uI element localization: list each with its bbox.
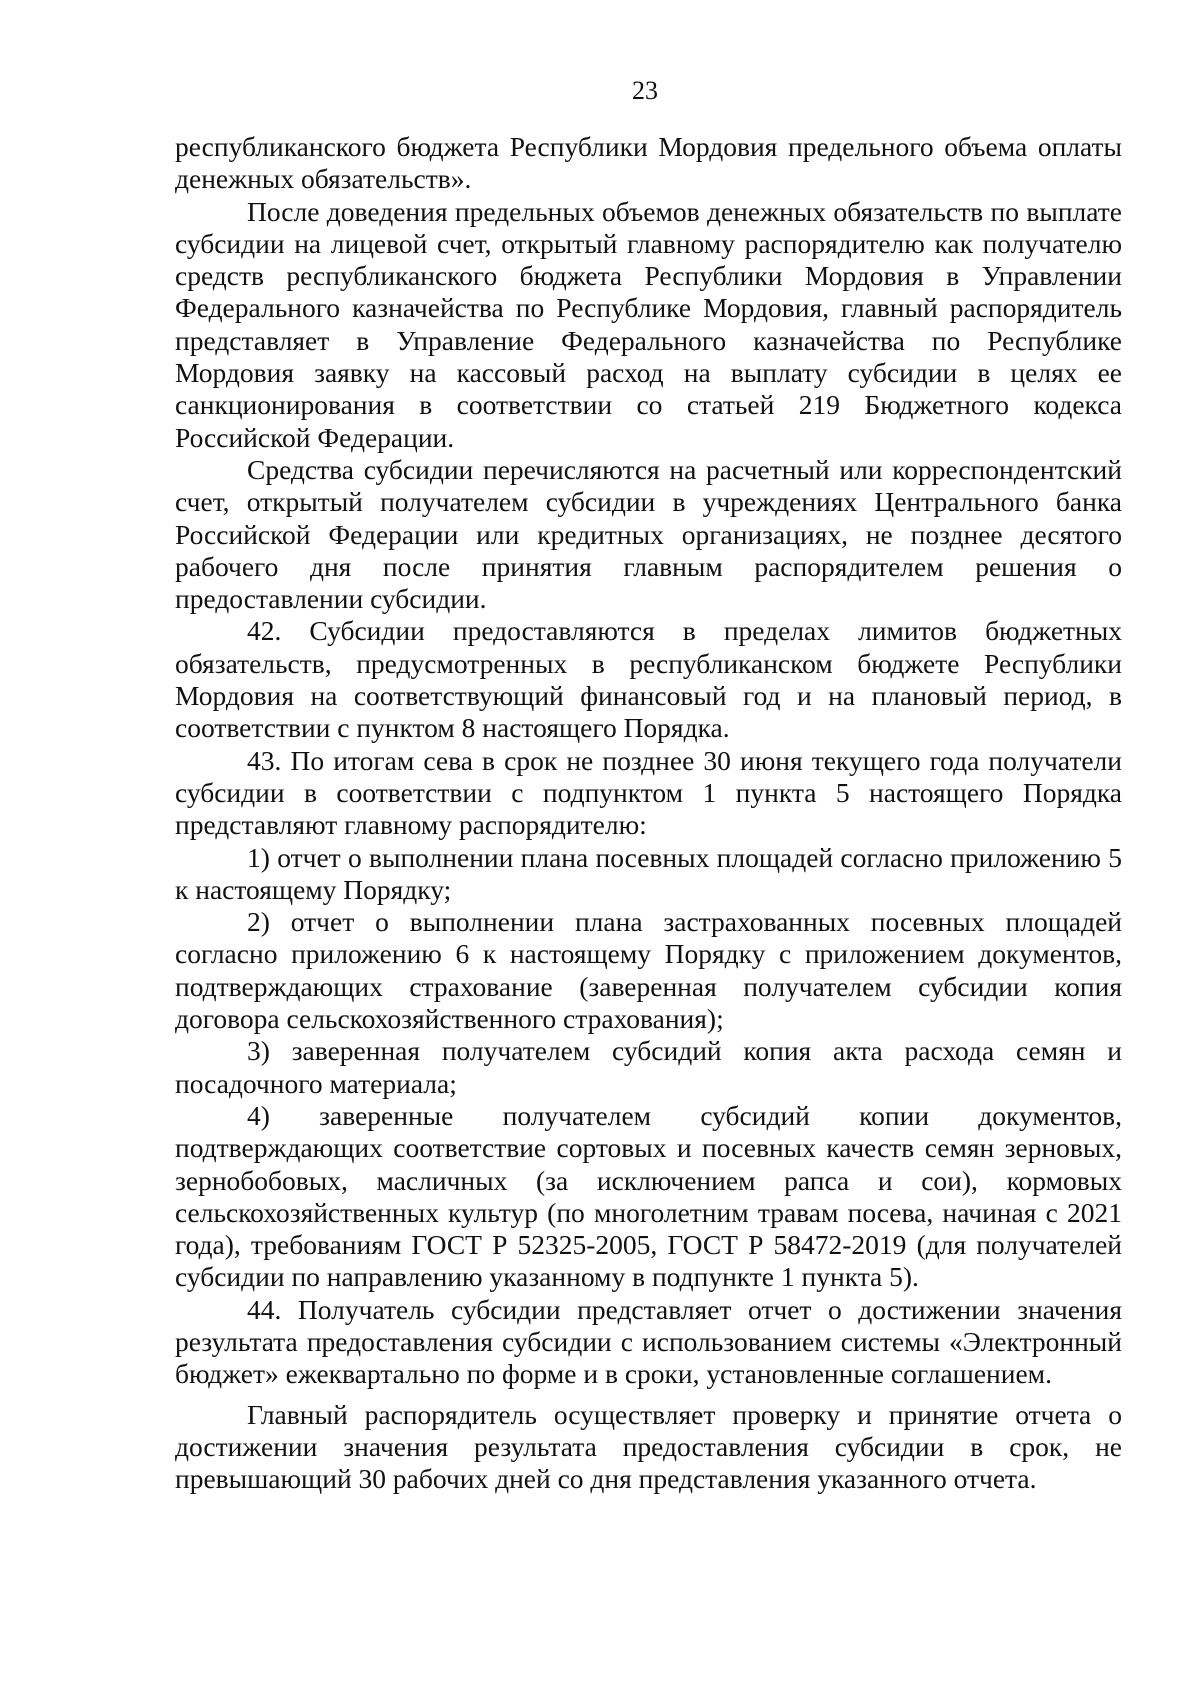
- list-item-3: 3) заверенная получателем субсидий копия акта расхода семян и посадочного материала;: [175, 1035, 1122, 1099]
- list-item-1: 1) отчет о выполнении плана посевных площадей согласно приложению 5 к настоящему Порядку;: [175, 841, 1122, 905]
- paragraph-continuation: республиканского бюджета Республики Мордовия предельного объема оплаты денежных обязательств».: [175, 131, 1122, 195]
- paragraph-item-42: 42. Субсидии предоставляются в пределах лимитов бюджетных обязательств, предусмотренных в республиканском бюджете Республики Мордовия на соответствующий финансовый год и на плановый период, в соответствии с пунктом 8 настоящего Порядка.: [175, 615, 1122, 744]
- document-body: [175, 131, 1122, 1495]
- paragraph-item-44: 44. Получатель субсидии представляет отчет о достижении значения результата предоставления субсидии с использованием системы «Электронный бюджет» ежеквартально по форме и в сроки, установленные соглашением.: [175, 1293, 1122, 1390]
- paragraph-item-43: 43. По итогам сева в срок не позднее 30 июня текущего года получатели субсидии в соответствии с подпунктом 1 пункта 5 настоящего Порядка представляют главному распорядителю:: [175, 744, 1122, 841]
- list-item-4: 4) заверенные получателем субсидий копии документов, подтверждающих соответствие сортовых и посевных качеств семян зерновых, зернобобовых, масличных (за исключением рапса и сои), кормовых сельскохозяйственных культур (по многолетним травам посева, начиная с 2021 года), требованиям ГОСТ Р 52325-2005, ГОСТ Р 58472-2019 (для получателей субсидии по направлению указанному в подпункте 1 пункта 5).: [175, 1099, 1122, 1293]
- paragraph-subsidy-transfer: Средства субсидии перечисляются на расчетный или корреспондентский счет, открытый получателем субсидии в учреждениях Центрального банка Российской Федерации или кредитных организациях, не позднее десятого рабочего дня после принятия главным распорядителем решения о предоставлении субсидии.: [175, 453, 1122, 615]
- list-item-2: 2) отчет о выполнении плана застрахованных посевных площадей согласно приложению 6 к настоящему Порядку с приложением документов, подтверждающих страхование (заверенная получателем субсидии копия договора сельскохозяйственного страхования);: [175, 906, 1122, 1035]
- page-number: 23: [632, 76, 658, 105]
- paragraph-report-check: Главный распорядитель осуществляет проверку и принятие отчета о достижении значения результата предоставления субсидии в срок, не превышающий 30 рабочих дней со дня представления указанного отчета.: [175, 1398, 1122, 1495]
- paragraph-budget-limits: После доведения предельных объемов денежных обязательств по выплате субсидии на лицевой счет, открытый главному распорядителю как получателю средств республиканского бюджета Республики Мордовия в Управлении Федерального казначейства по Республике Мордовия, главный распорядитель представляет в Управление Федерального казначейства по Республике Мордовия заявку на кассовый расход на выплату субсидии в целях ее санкционирования в соответствии со статьей 219 Бюджетного кодекса Российской Федерации.: [175, 195, 1122, 453]
